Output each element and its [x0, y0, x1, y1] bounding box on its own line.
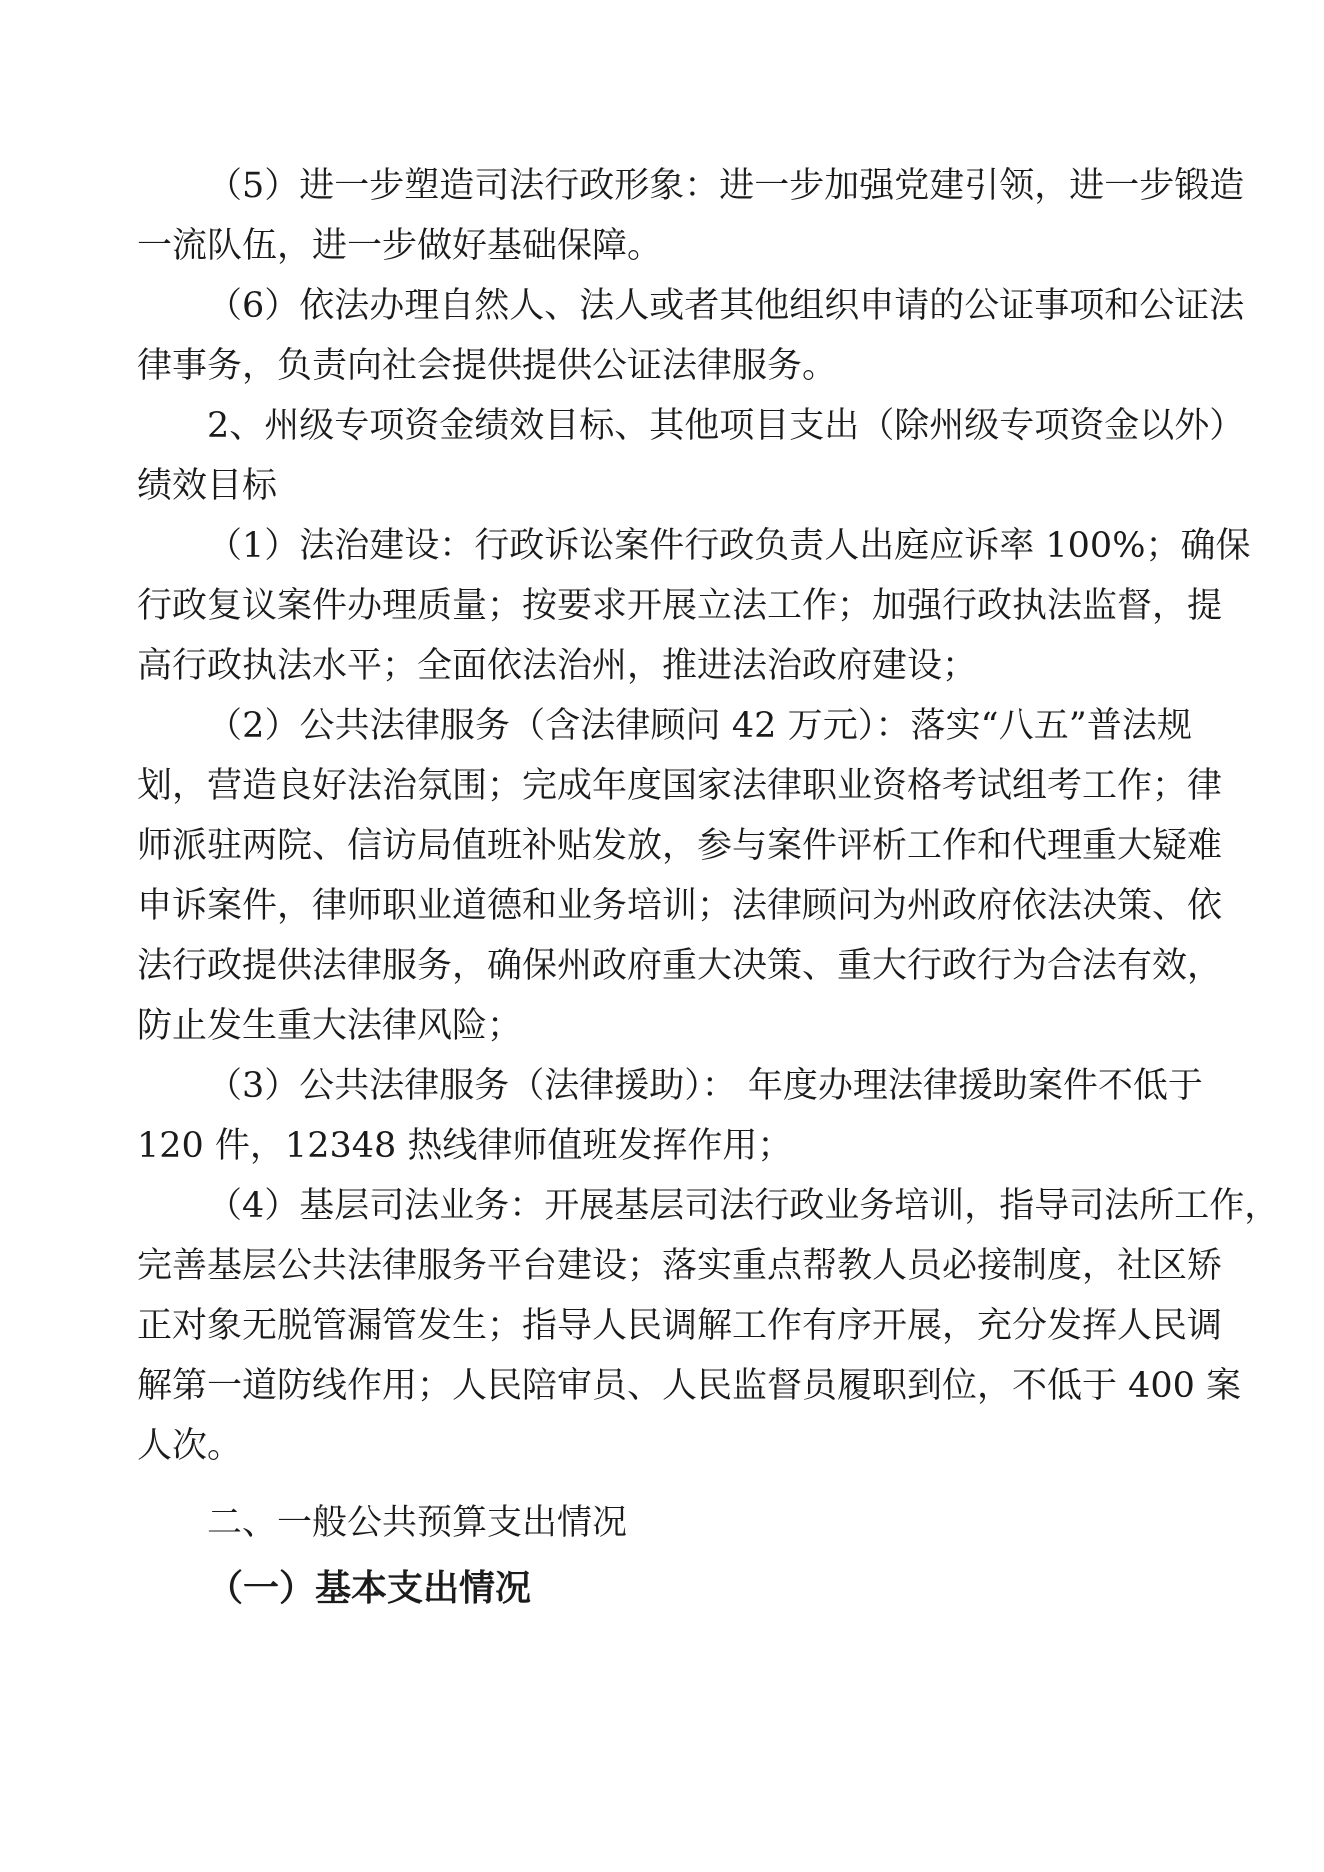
text-line: 2、州级专项资金绩效目标、其他项目支出（除州级专项资金以外）: [207, 406, 1245, 446]
text-line: 律事务，负责向社会提供提供公证法律服务。: [137, 346, 838, 386]
text-line: 绩效目标: [137, 466, 278, 506]
text-line: 高行政执法水平；全面依法治州，推进法治政府建设；: [137, 646, 978, 686]
text-line: （4）基层司法业务：开展基层司法行政业务培训，指导司法所工作，: [207, 1186, 1280, 1226]
text-line: （1）法治建设：行政诉讼案件行政负责人出庭应诉率 100%；确保: [207, 526, 1251, 566]
text-line: 划，营造良好法治氛围；完成年度国家法律职业资格考试组考工作；律: [137, 766, 1223, 806]
text-line: 申诉案件，律师职业道德和业务培训；法律顾问为州政府依法决策、依: [137, 886, 1223, 926]
document-body: [137, 156, 1280, 1620]
text-line: 完善基层公共法律服务平台建设；落实重点帮教人员必接制度，社区矫: [137, 1246, 1223, 1286]
text-line: 解第一道防线作用；人民陪审员、人民监督员履职到位，不低于 400 案: [137, 1366, 1242, 1406]
text-line: 正对象无脱管漏管发生；指导人民调解工作有序开展，充分发挥人民调: [137, 1306, 1223, 1346]
text-line: （6）依法办理自然人、法人或者其他组织申请的公证事项和公证法: [207, 286, 1245, 326]
text-line: 人次。: [137, 1426, 243, 1466]
section-heading: 二、一般公共预算支出情况: [207, 1503, 628, 1543]
subsection-heading: （一）基本支出情况: [207, 1567, 532, 1609]
text-line: 法行政提供法律服务，确保州政府重大决策、重大行政行为合法有效，: [137, 946, 1223, 986]
text-line: （2）公共法律服务（含法律顾问 42 万元）：落实“八五”普法规: [207, 706, 1192, 746]
text-line: 一流队伍，进一步做好基础保障。: [137, 226, 663, 266]
text-line: 防止发生重大法律风险；: [137, 1006, 523, 1046]
text-line: （5）进一步塑造司法行政形象：进一步加强党建引领，进一步锻造: [207, 166, 1245, 206]
text-line: 师派驻两院、信访局值班补贴发放，参与案件评析工作和代理重大疑难: [137, 826, 1223, 866]
text-line: （3）公共法律服务（法律援助）： 年度办理法律援助案件不低于: [207, 1066, 1203, 1106]
text-line: 行政复议案件办理质量；按要求开展立法工作；加强行政执法监督，提: [137, 586, 1223, 626]
text-line: 120 件，12348 热线律师值班发挥作用；: [137, 1126, 793, 1166]
